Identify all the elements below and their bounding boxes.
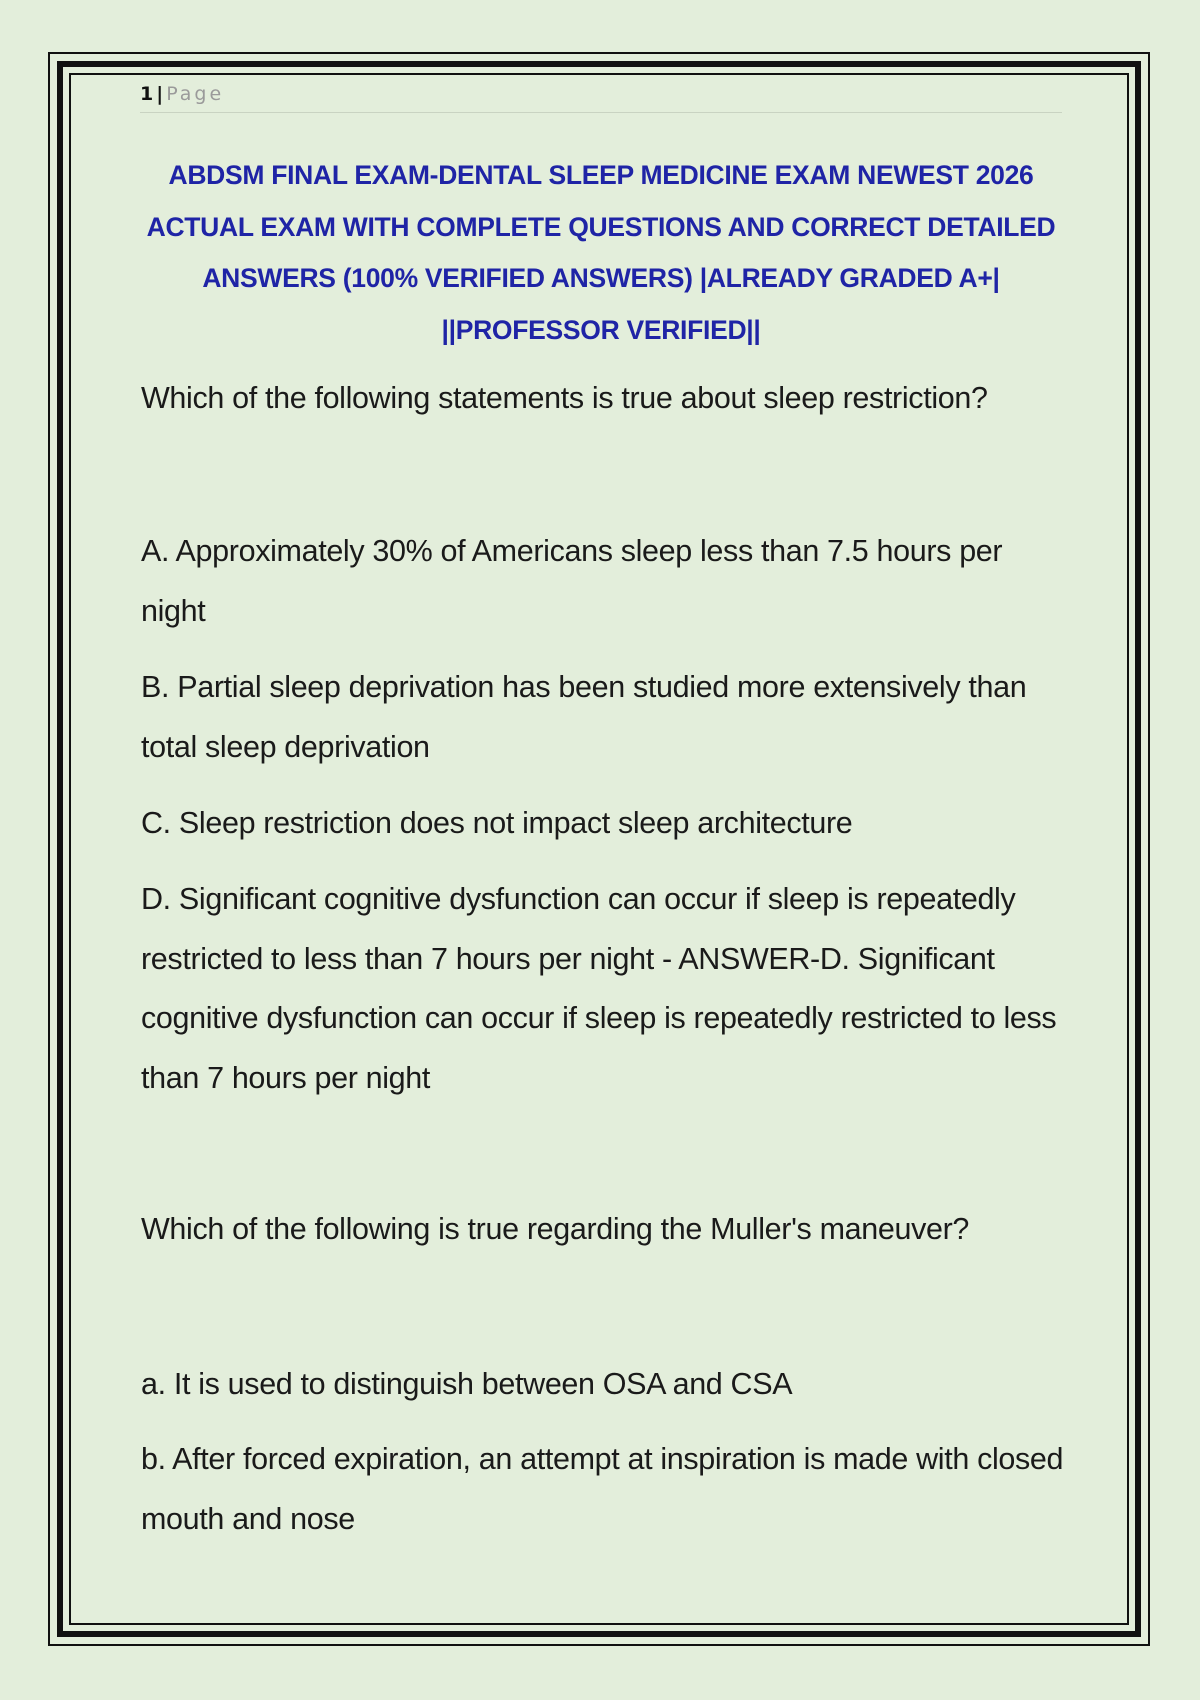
question-2-option-b: b. After forced expiration, an attempt at inspiration is made with closed mouth and nose	[141, 1442, 1064, 1536]
page-number: 1	[140, 83, 154, 105]
question-2-option-a: a. It is used to distinguish between OSA and CSA	[141, 1367, 793, 1401]
question-1-option-a: A. Approximately 30% of Americans sleep less than 7.5 hours per night	[141, 534, 1003, 628]
question-2: Which of the following is true regarding the Muller's maneuver?	[141, 1212, 970, 1246]
question-1-option-b: B. Partial sleep deprivation has been studied more extensively than total sleep deprivation	[141, 670, 1027, 764]
page-separator: |	[156, 83, 164, 105]
page-header	[140, 82, 1062, 113]
document-title: ABDSM FINAL EXAM-DENTAL SLEEP MEDICINE EXAM NEWEST 2026 ACTUAL EXAM WITH COMPLETE QUESTIONS AND CORRECT DETAILED ANSWERS (100% VERIFIED ANSWERS) |ALREADY GRADED A+| ||PROFESSOR VERIFIED||	[146, 160, 1056, 345]
page-label: Page	[166, 83, 225, 105]
question-1: Which of the following statements is true about sleep restriction?	[141, 381, 988, 415]
question-1-option-c: C. Sleep restriction does not impact sleep architecture	[141, 806, 853, 840]
question-1-option-d: D. Significant cognitive dysfunction can occur if sleep is repeatedly restricted to less than 7 hours per night - ANSWER-D. Significant cognitive dysfunction can occur if sleep is repeatedly restricted to less than 7 hours per night	[141, 882, 1057, 1095]
